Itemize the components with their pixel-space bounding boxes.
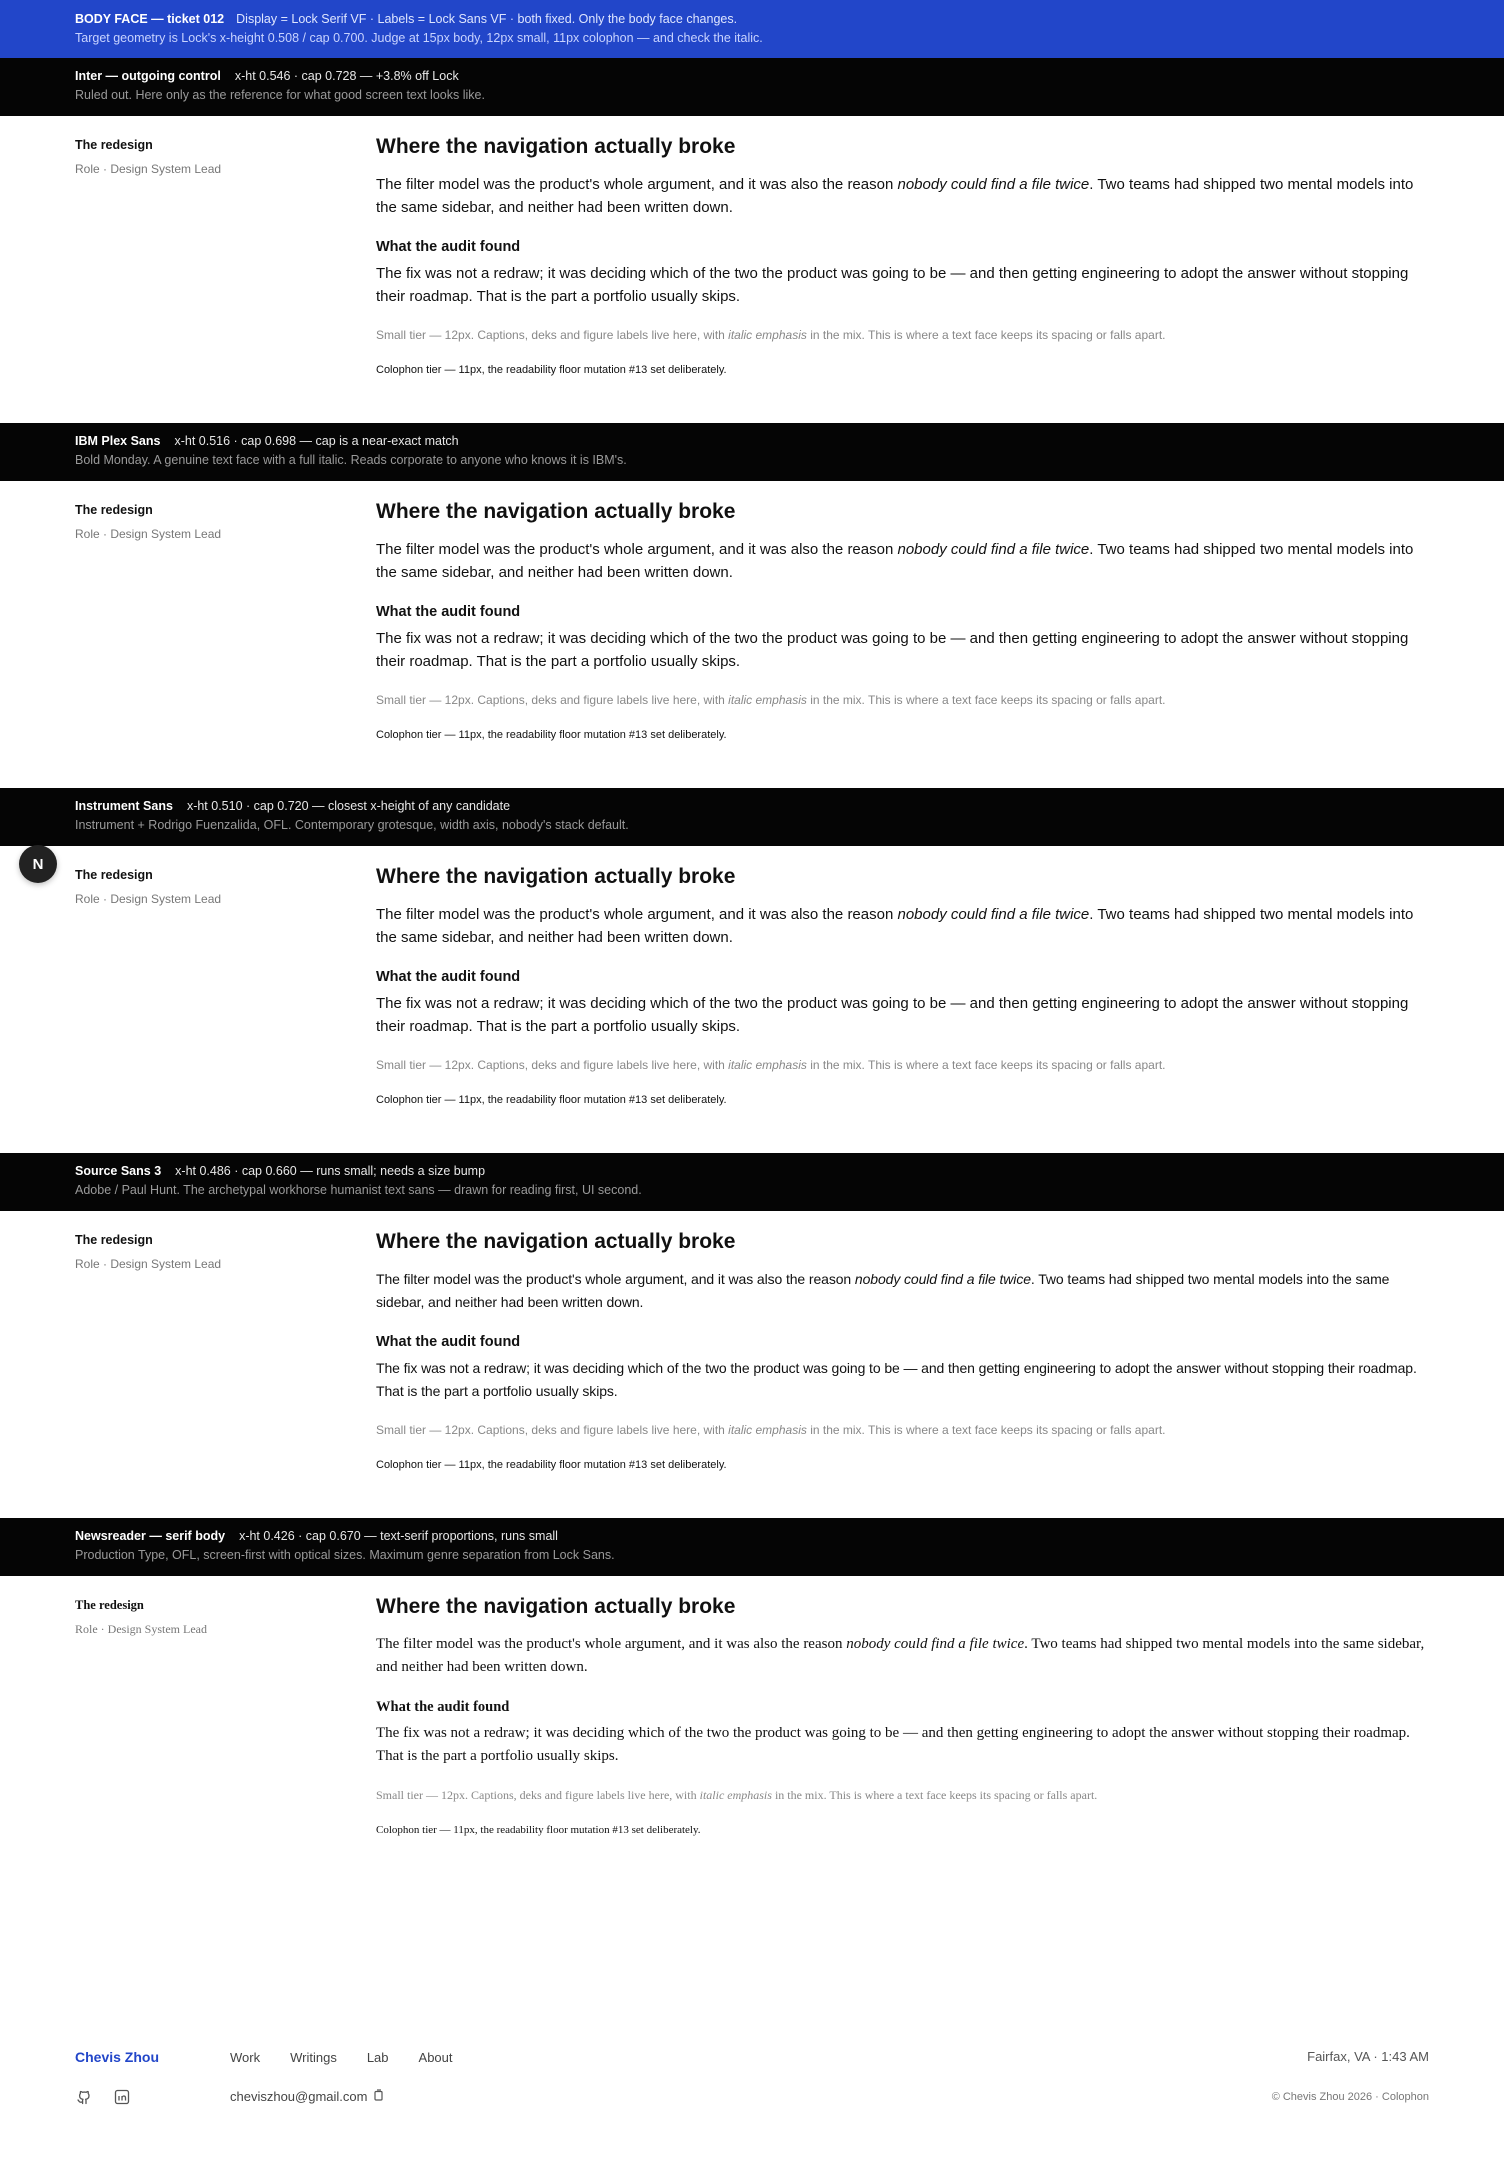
specimen-5 — [0, 1518, 1504, 1883]
sample-subheading: What the audit found — [376, 969, 521, 985]
font-note: Production Type, OFL, screen-first with optical sizes. Maximum genre separation from Lock Sans. — [75, 1548, 615, 1562]
font-note: Ruled out. Here only as the reference for what good screen text looks like. — [75, 88, 485, 102]
sample-heading: Where the navigation actually broke — [376, 1595, 736, 1618]
github-icon[interactable] — [75, 2088, 93, 2106]
social-links — [75, 2088, 131, 2106]
sample-kicker: The redesign — [75, 138, 153, 152]
sample-role: Role · Design System Lead — [75, 892, 222, 906]
footer-brand[interactable]: Chevis Zhou — [75, 2049, 160, 2065]
sample-role: Role · Design System Lead — [75, 162, 222, 176]
specimen-list — [0, 58, 1504, 1883]
font-metrics: x-ht 0.426 · cap 0.670 — text-serif proportions, runs small — [239, 1529, 558, 1543]
sample-paragraph-1: The filter model was the product's whole argument, and it was also the reason nobody could find a file twice. Two teams had shipped two mental models into the same sidebar, and neither had been written down. — [376, 176, 1414, 216]
nav-about[interactable]: About — [418, 2050, 453, 2065]
sample-small-tier: Small tier — 12px. Captions, deks and figure labels live here, with italic emphasis in the mix. This is where a text face keeps its spacing or falls apart. — [376, 1058, 1166, 1072]
font-metrics: x-ht 0.546 · cap 0.728 — +3.8% off Lock — [234, 69, 459, 83]
footer-nav — [230, 2050, 453, 2065]
sample-colophon-tier: Colophon tier — 11px, the readability floor mutation #13 set deliberately. — [376, 1094, 727, 1106]
font-metrics: x-ht 0.510 · cap 0.720 — closest x-height of any candidate — [186, 799, 511, 813]
specimen-4 — [0, 1153, 1504, 1518]
nav-work[interactable]: Work — [230, 2050, 261, 2065]
sample-paragraph-2: The fix was not a redraw; it was deciding which of the two the product was going to be — and then getting engineering to adopt the answer without stopping their roadmap. That is the part a portfolio usually skips. — [376, 265, 1409, 305]
sample-paragraph-1: The filter model was the product's whole argument, and it was also the reason nobody could find a file twice. Two teams had shipped two mental models into the same sidebar, and neither had been written down. — [376, 1271, 1390, 1310]
sample-small-tier: Small tier — 12px. Captions, deks and figure labels live here, with italic emphasis in the mix. This is where a text face keeps its spacing or falls apart. — [376, 1788, 1098, 1802]
font-name: Source Sans 3 — [75, 1164, 162, 1178]
sample-small-tier: Small tier — 12px. Captions, deks and figure labels live here, with italic emphasis in the mix. This is where a text face keeps its spacing or falls apart. — [376, 693, 1166, 707]
specimen-header — [0, 58, 1504, 116]
specimen-sample — [0, 116, 1504, 423]
email-link[interactable]: cheviszhou@gmail.com — [230, 2089, 368, 2104]
specimen-1 — [0, 58, 1504, 423]
sample-colophon-tier: Colophon tier — 11px, the readability floor mutation #13 set deliberately. — [376, 1459, 727, 1471]
specimen-header — [0, 423, 1504, 481]
dev-overlay-button[interactable]: N — [19, 845, 57, 883]
sample-kicker: The redesign — [75, 1598, 144, 1612]
sample-heading: Where the navigation actually broke — [376, 865, 736, 888]
font-note: Bold Monday. A genuine text face with a full italic. Reads corporate to anyone who knows it is IBM's. — [75, 453, 627, 467]
sample-heading: Where the navigation actually broke — [376, 1230, 736, 1253]
sample-paragraph-1: The filter model was the product's whole argument, and it was also the reason nobody could find a file twice. Two teams had shipped two mental models into the same sidebar, and neither had been written down. — [376, 1636, 1425, 1675]
font-name: Inter — outgoing control — [75, 69, 221, 83]
specimen-header — [0, 1153, 1504, 1211]
sample-paragraph-2: The fix was not a redraw; it was deciding which of the two the product was going to be — and then getting engineering to adopt the answer without stopping their roadmap. That is the part a portfolio usually skips. — [376, 1725, 1410, 1764]
specimen-sample — [0, 1211, 1504, 1518]
copy-icon[interactable] — [373, 2089, 384, 2104]
specimen-header — [0, 788, 1504, 846]
sample-role: Role · Design System Lead — [75, 1622, 207, 1636]
linkedin-icon[interactable] — [113, 2088, 131, 2106]
sample-paragraph-1: The filter model was the product's whole argument, and it was also the reason nobody could find a file twice. Two teams had shipped two mental models into the same sidebar, and neither had been written down. — [376, 541, 1414, 581]
sample-subheading: What the audit found — [376, 1699, 510, 1715]
ticket-fixed-note: Display = Lock Serif VF · Labels = Lock Sans VF · both fixed. Only the body face changes. — [236, 12, 738, 26]
specimen-sample — [0, 481, 1504, 788]
email-row — [230, 2089, 384, 2104]
sample-kicker: The redesign — [75, 503, 153, 517]
sample-paragraph-2: The fix was not a redraw; it was deciding which of the two the product was going to be — and then getting engineering to adopt the answer without stopping their roadmap. That is the part a portfolio usually skips. — [376, 995, 1409, 1035]
sample-role: Role · Design System Lead — [75, 527, 222, 541]
copyright: © Chevis Zhou 2026 · Colophon — [1271, 2091, 1429, 2103]
sample-paragraph-1: The filter model was the product's whole argument, and it was also the reason nobody could find a file twice. Two teams had shipped two mental models into the same sidebar, and neither had been written down. — [376, 906, 1414, 946]
font-metrics: x-ht 0.516 · cap 0.698 — cap is a near-exact match — [174, 434, 459, 448]
font-name: Newsreader — serif body — [75, 1529, 226, 1543]
nav-lab[interactable]: Lab — [366, 2050, 389, 2065]
sample-paragraph-2: The fix was not a redraw; it was deciding which of the two the product was going to be — and then getting engineering to adopt the answer without stopping their roadmap. That is the part a portfolio usually skips. — [376, 1360, 1417, 1399]
nav-writings[interactable]: Writings — [290, 2050, 337, 2065]
sample-kicker: The redesign — [75, 1233, 153, 1247]
sample-heading: Where the navigation actually broke — [376, 135, 736, 158]
specimen-2 — [0, 423, 1504, 788]
specimen-header — [0, 1518, 1504, 1576]
sample-kicker: The redesign — [75, 868, 153, 882]
sample-colophon-tier: Colophon tier — 11px, the readability floor mutation #13 set deliberately. — [376, 729, 727, 741]
location-time: Fairfax, VA · 1:43 AM — [1307, 2049, 1429, 2064]
font-note: Instrument + Rodrigo Fuenzalida, OFL. Contemporary grotesque, width axis, nobody's stack default. — [75, 818, 629, 832]
sample-colophon-tier: Colophon tier — 11px, the readability floor mutation #13 set deliberately. — [376, 364, 727, 376]
font-note: Adobe / Paul Hunt. The archetypal workhorse humanist text sans — drawn for reading first, UI second. — [75, 1183, 642, 1197]
specimen-sample — [0, 846, 1504, 1153]
ticket-title: BODY FACE — ticket 012 — [75, 12, 225, 26]
font-metrics: x-ht 0.486 · cap 0.660 — runs small; needs a size bump — [175, 1164, 486, 1178]
sample-small-tier: Small tier — 12px. Captions, deks and figure labels live here, with italic emphasis in the mix. This is where a text face keeps its spacing or falls apart. — [376, 1423, 1166, 1437]
sample-subheading: What the audit found — [376, 1334, 521, 1350]
font-name: Instrument Sans — [75, 799, 173, 813]
specimen-sample — [0, 1576, 1504, 1883]
sample-subheading: What the audit found — [376, 604, 521, 620]
specimen-3 — [0, 788, 1504, 1153]
sample-small-tier: Small tier — 12px. Captions, deks and figure labels live here, with italic emphasis in the mix. This is where a text face keeps its spacing or falls apart. — [376, 328, 1166, 342]
sample-role: Role · Design System Lead — [75, 1257, 222, 1271]
site-footer — [0, 2040, 1504, 2184]
ticket-banner — [0, 0, 1504, 58]
sample-heading: Where the navigation actually broke — [376, 500, 736, 523]
sample-paragraph-2: The fix was not a redraw; it was deciding which of the two the product was going to be — and then getting engineering to adopt the answer without stopping their roadmap. That is the part a portfolio usually skips. — [376, 630, 1409, 670]
font-name: IBM Plex Sans — [75, 434, 161, 448]
sample-colophon-tier: Colophon tier — 11px, the readability floor mutation #13 set deliberately. — [376, 1824, 701, 1836]
sample-subheading: What the audit found — [376, 239, 521, 255]
ticket-target: Target geometry is Lock's x-height 0.508 / cap 0.700. Judge at 15px body, 12px small, 11px colophon — and check the italic. — [75, 31, 763, 45]
